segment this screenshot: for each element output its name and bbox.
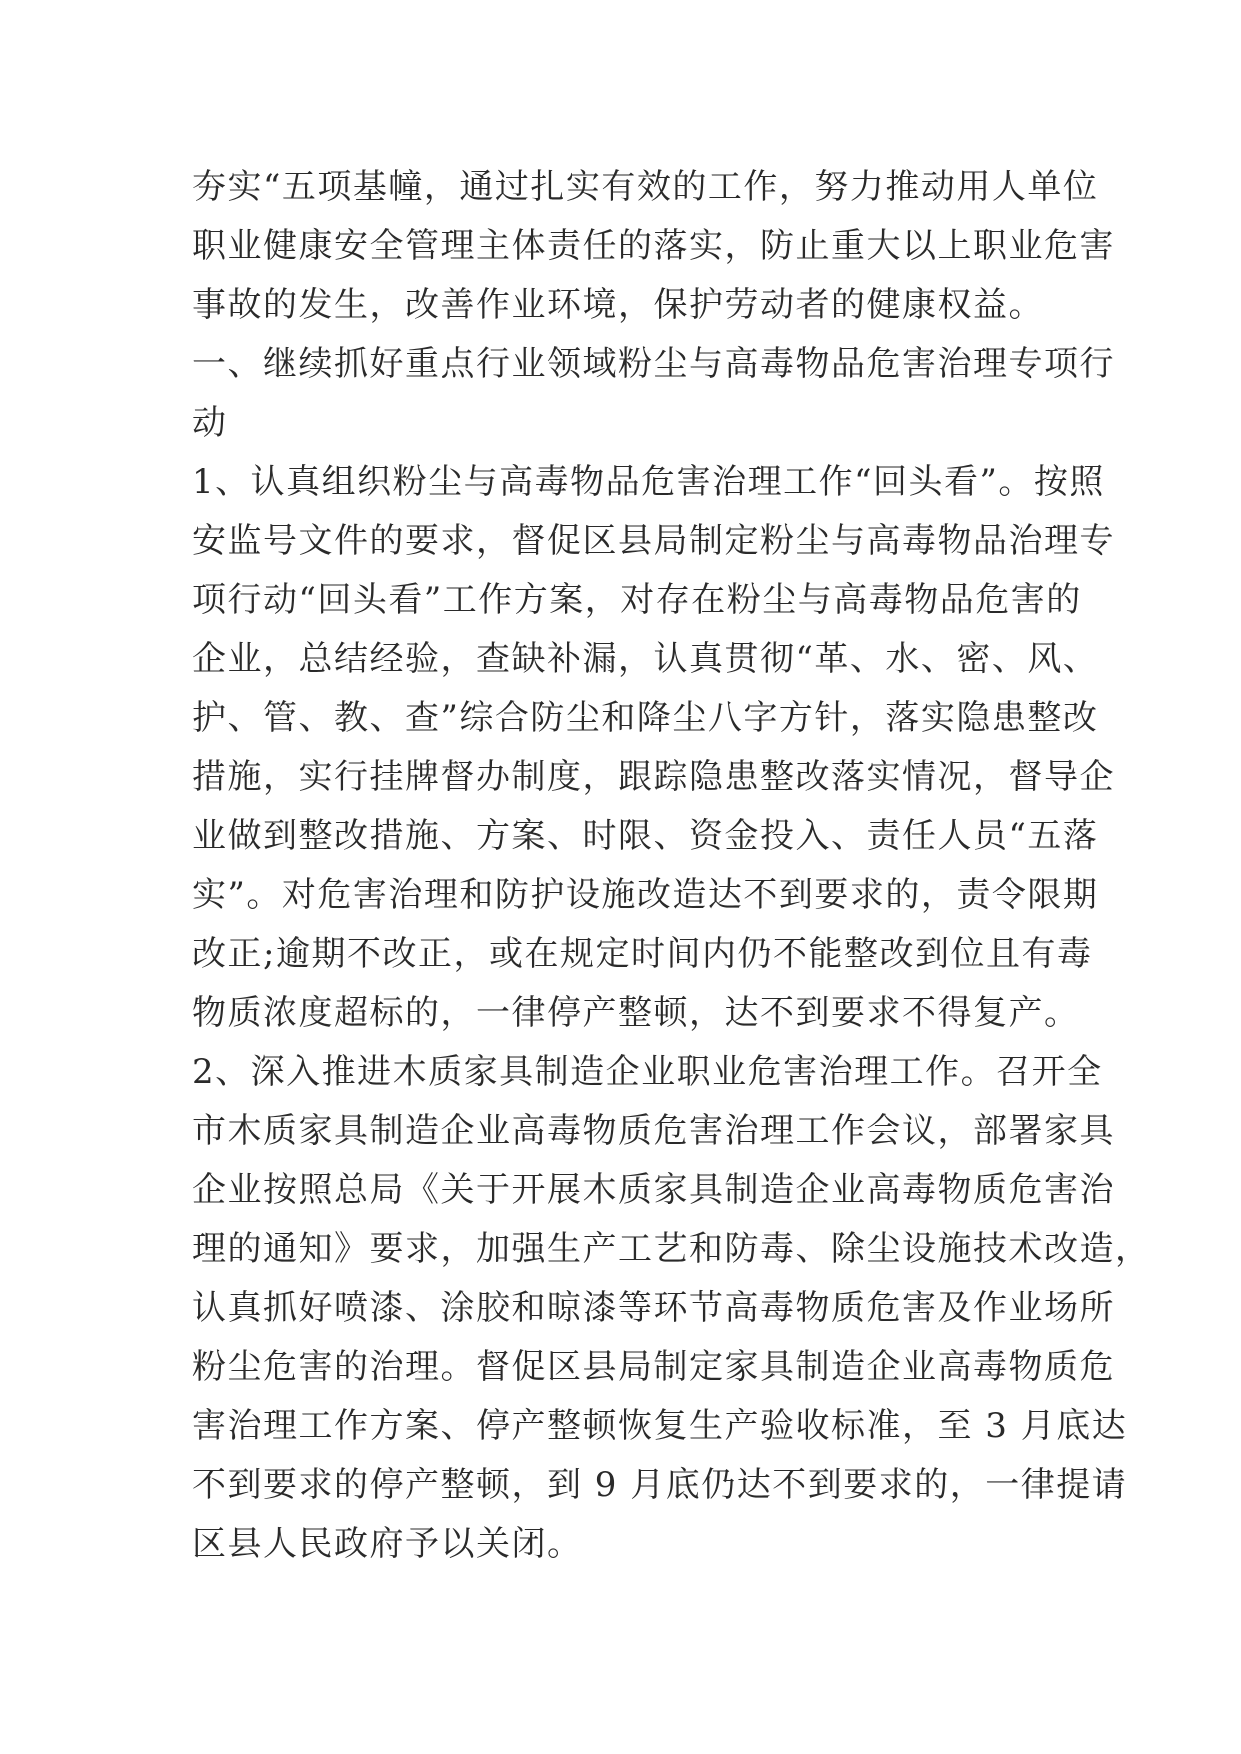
text-line: 害治理工作方案、停产整顿恢复生产验收标准，至 3 月底达 [192,1406,1128,1446]
text-line: 业做到整改措施、方案、时限、资金投入、责任人员“五落 [192,816,1099,856]
text-line: 项行动“回头看”工作方案，对存在粉尘与高毒物品危害的 [192,580,1082,620]
text-line: 认真抓好喷漆、涂胶和晾漆等环节高毒物质危害及作业场所 [192,1288,1115,1328]
text-line: 市木质家具制造企业高毒物质危害治理工作会议，部署家具 [192,1111,1115,1151]
text-line: 企业按照总局《关于开展木质家具制造企业高毒物质危害治 [192,1170,1115,1210]
section-heading: 动 [192,403,228,443]
text-line: 不到要求的停产整顿，到 9 月底仍达不到要求的，一律提请 [192,1465,1128,1505]
text-line: 夯实“五项基幢，通过扎实有效的工作，努力推动用人单位 [192,167,1099,207]
text-line: 实”。对危害治理和防护设施改造达不到要求的，责令限期 [192,875,1099,915]
section-heading: 一、继续抓好重点行业领域粉尘与高毒物品危害治理专项行 [192,344,1115,384]
text-line: 措施，实行挂牌督办制度，跟踪隐患整改落实情况，督导企 [192,757,1115,797]
text-line: 物质浓度超标的，一律停产整顿，达不到要求不得复产。 [192,993,1080,1033]
text-line: 事故的发生，改善作业环境，保护劳动者的健康权益。 [192,285,1044,325]
text-line: 理的通知》要求，加强生产工艺和防毒、除尘设施技术改造， [192,1229,1151,1269]
document-body [192,158,1151,1574]
text-line: 粉尘危害的治理。督促区县局制定家具制造企业高毒物质危 [192,1347,1115,1387]
text-line: 2、深入推进木质家具制造企业职业危害治理工作。召开全 [192,1052,1103,1092]
text-line: 企业，总结经验，查缺补漏，认真贯彻“革、水、密、风、 [192,639,1099,679]
text-line: 安监号文件的要求，督促区县局制定粉尘与高毒物品治理专 [192,521,1115,561]
text-line: 职业健康安全管理主体责任的落实，防止重大以上职业危害 [192,226,1115,266]
text-line: 区县人民政府予以关闭。 [192,1524,583,1564]
text-line: 1、认真组织粉尘与高毒物品危害治理工作“回头看”。按照 [192,462,1105,502]
text-line: 改正;逾期不改正，或在规定时间内仍不能整改到位且有毒 [192,934,1093,974]
text-line: 护、管、教、查”综合防尘和降尘八字方针，落实隐患整改 [192,698,1099,738]
